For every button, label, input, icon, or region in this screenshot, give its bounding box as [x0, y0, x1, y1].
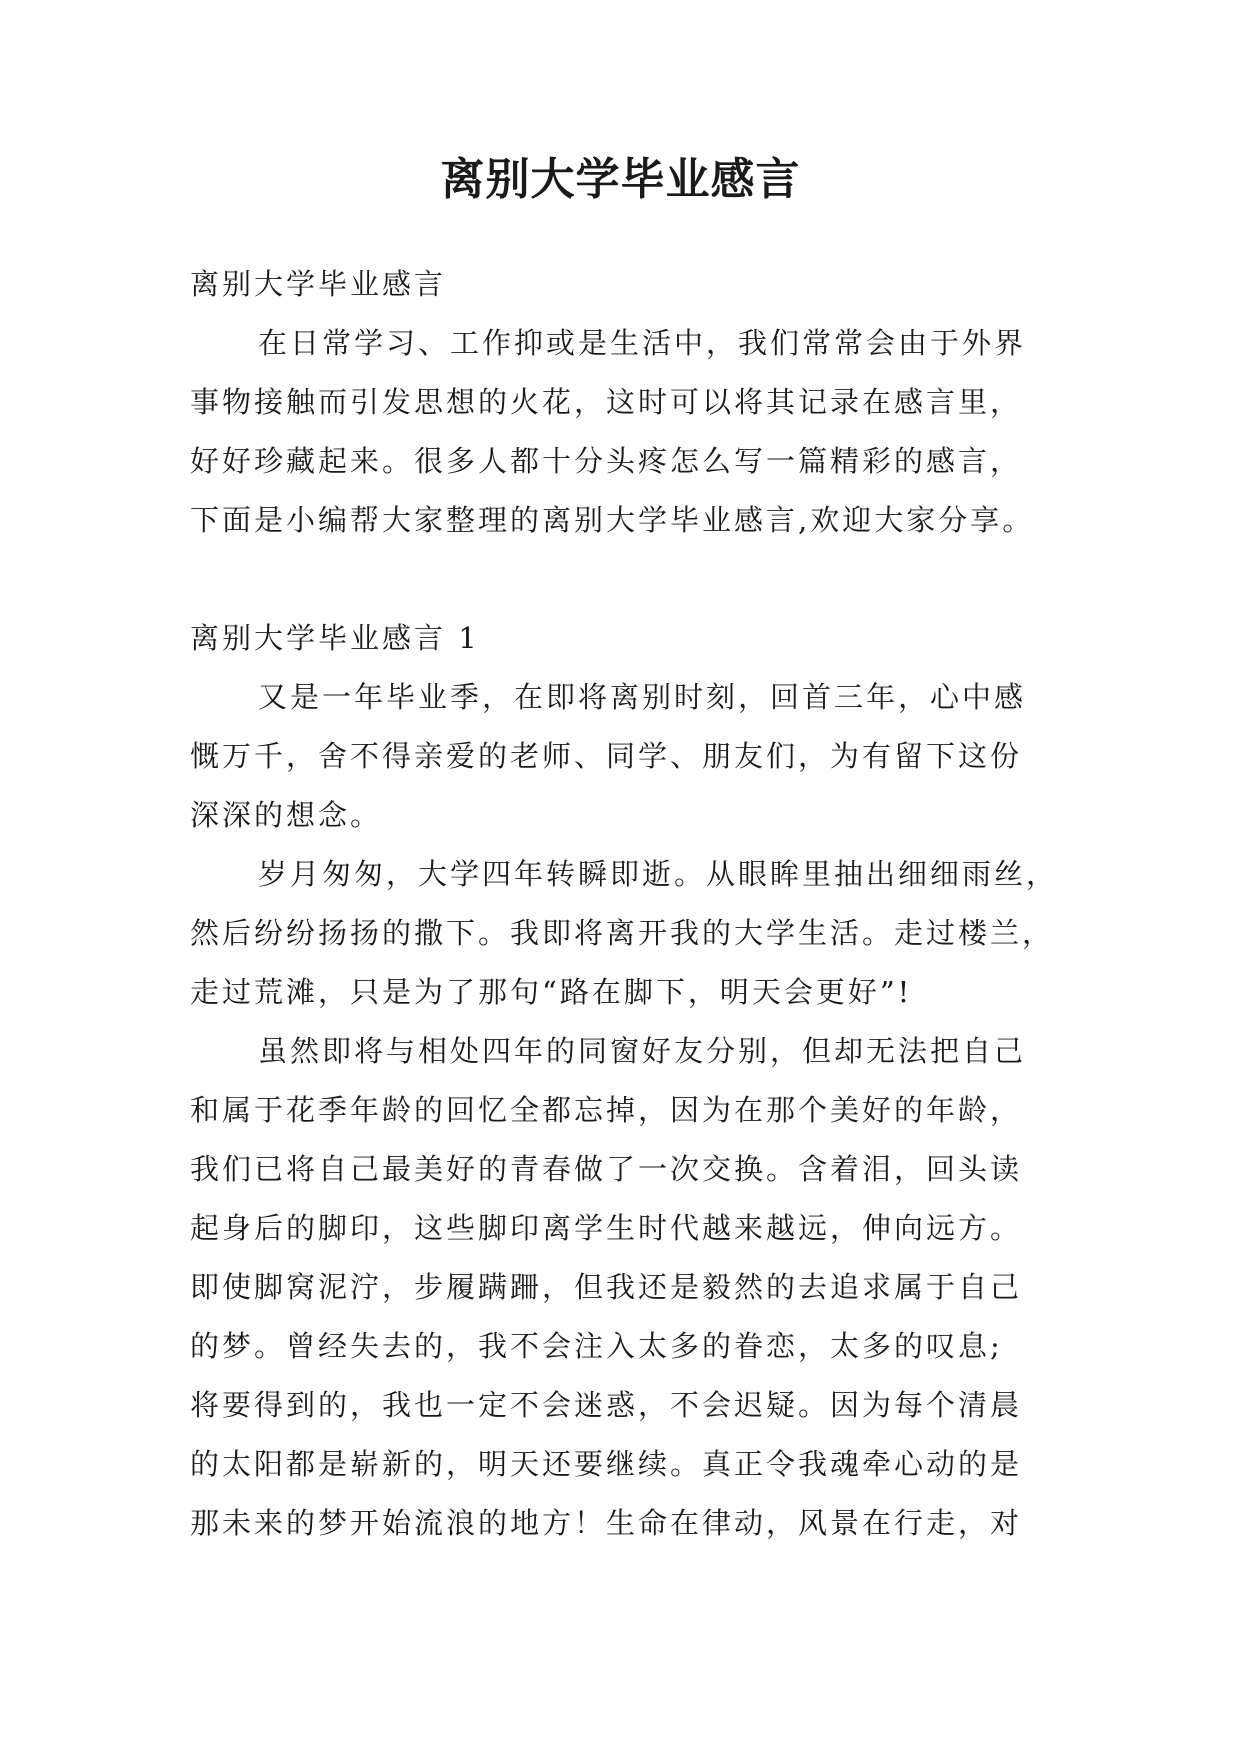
paragraph-line: 岁月匆匆，大学四年转瞬即逝。从眼眸里抽出细细雨丝，	[258, 857, 1059, 891]
section-heading: 离别大学毕业感言 1	[190, 621, 480, 655]
section-paragraph-1	[190, 668, 1070, 845]
paragraph-line: 起身后的脚印，这些脚印离学生时代越来越远，伸向远方。	[190, 1211, 1023, 1245]
paragraph-line: 事物接触而引发思想的火花，这时可以将其记录在感言里，	[190, 385, 1023, 419]
document-body	[190, 255, 1070, 1553]
paragraph-line: 走过荒滩，只是为了那句“路在脚下，明天会更好”!	[190, 975, 913, 1009]
paragraph-line: 慨万千，舍不得亲爱的老师、同学、朋友们，为有留下这份	[190, 739, 1023, 773]
paragraph-line: 的梦。曾经失去的，我不会注入太多的眷恋，太多的叹息;	[190, 1329, 1003, 1363]
paragraph-line: 好好珍藏起来。很多人都十分头疼怎么写一篇精彩的感言，	[190, 444, 1023, 478]
paragraph-line: 在日常学习、工作抑或是生活中，我们常常会由于外界	[258, 326, 1027, 360]
paragraph-line: 又是一年毕业季，在即将离别时刻，回首三年，心中感	[258, 680, 1027, 714]
paragraph-line: 我们已将自己最美好的青春做了一次交换。含着泪，回头读	[190, 1152, 1023, 1186]
paragraph-line: 的太阳都是崭新的，明天还要继续。真正令我魂牵心动的是	[190, 1447, 1023, 1481]
paragraph-line: 下面是小编帮大家整理的离别大学毕业感言,欢迎大家分享。	[190, 503, 1035, 537]
intro-paragraph	[190, 314, 1070, 550]
paragraph-line: 和属于花季年龄的回忆全都忘掉，因为在那个美好的年龄，	[190, 1093, 1023, 1127]
section-spacer	[190, 550, 1070, 609]
paragraph-line: 即使脚窝泥泞，步履蹒跚，但我还是毅然的去追求属于自己	[190, 1270, 1023, 1304]
paragraph-line: 那未来的梦开始流浪的地方！生命在律动，风景在行走，对	[190, 1506, 1023, 1540]
document-title: 离别大学毕业感言	[440, 154, 801, 205]
section-paragraph-2	[190, 845, 1070, 1022]
paragraph-line: 虽然即将与相处四年的同窗好友分别，但却无法把自己	[258, 1034, 1027, 1068]
paragraph-line: 然后纷纷扬扬的撒下。我即将离开我的大学生活。走过楼兰，	[190, 916, 1055, 950]
paragraph-line: 深深的想念。	[190, 798, 383, 832]
intro-heading: 离别大学毕业感言	[190, 267, 447, 301]
section-paragraph-3	[190, 1022, 1070, 1553]
paragraph-line: 将要得到的，我也一定不会迷惑，不会迟疑。因为每个清晨	[190, 1388, 1023, 1422]
